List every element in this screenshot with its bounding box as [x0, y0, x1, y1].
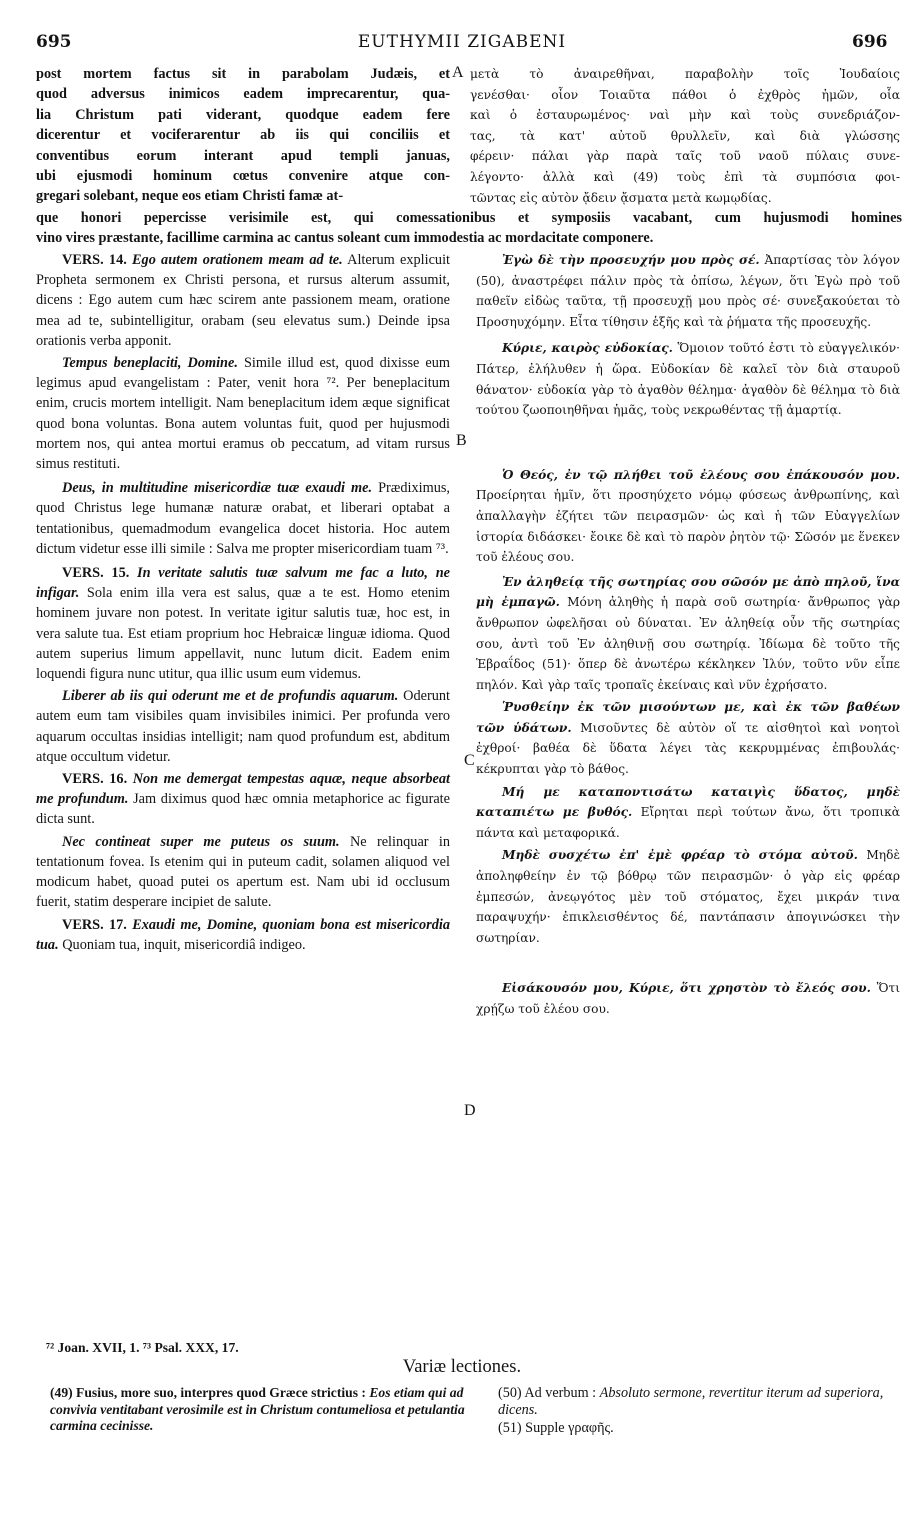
variant-49-lead: (49) Fusius, more suo, interpres quod Græce strictius :: [50, 1385, 366, 1400]
latin-column: [36, 250, 450, 955]
greek-paragraph: [476, 697, 900, 779]
latin-footnotes: ⁷² Joan. XVII, 1. ⁷³ Psal. XXX, 17.: [46, 1340, 239, 1355]
top-greek-line: φέρειν· πάλαι γὰρ παρὰ ταῖς τοῦ ναοῦ πύλαις συνε-: [470, 149, 900, 164]
greek-paragraph: [476, 250, 900, 332]
variant-50-text: Absoluto sermone, revertitur iterum ad superiora, dicens.: [498, 1385, 884, 1419]
commentary-text: Simile illud est, quod dixisse eum legimus apud evangelistam : Pater, venit hora ⁷². Per beneplacitum enim, crucis mortem intelligit. Nam beneplacitum idem æque significat quod bona voluntas. Bona autem voluntas fuit, quod per hujusmodi mortem nos, qui antea mortui eramus ob peccatum, ad vitam rursus simus restituti.: [36, 355, 450, 473]
latin-paragraph: [36, 563, 450, 684]
greek-column: [476, 250, 900, 1020]
lemma: Exaudi me, Domine, quoniam bona est misericordia tua.: [36, 916, 450, 953]
variant-notes-right: [498, 1385, 900, 1437]
top-greek-line: λέγοντο· ἀλλὰ καὶ (49) τοὺς ἐπὶ τὰ συμπόσια φοι-: [470, 169, 900, 184]
commentary-text: Μόνη ἀληθὴς ἡ παρὰ σοῦ σωτηρία· ἄνθρωπος γὰρ ἄνθρωπον ὠφελῆσαι οὐ δύναται. Ἐν ἀληθείᾳ οὖν τῆς σωτηρίας σου, ἀντὶ τοῦ Ἐν ἀληθινῇ σου σωτηρίᾳ. Ἰδίωμα δὲ τοῦτο τῆς Ἑβραΐδος (51)· ὅπερ δὲ ἀνωτέρω κέκληκεν Ἰλύν, τοῦτο νῦν εἶπε πηλόν. Καὶ γὰρ ταῖς τροπαῖς ἐκείναις καὶ νῦν ἐχρήσατο.: [476, 595, 900, 692]
variant-51: (51) Supple γραφῆς.: [498, 1419, 614, 1436]
top-greek-line: γενέσθαι· οἷον Τοιαῦτα πάθοι ὁ ἐχθρὸς ἡμῶν, οἷα: [470, 87, 900, 102]
greek-paragraph: [476, 572, 900, 696]
commentary-text: Εἴρηται περὶ τούτων ἄνω, ὅτι τροπικὰ πάντα καὶ μεταφορικά.: [476, 805, 900, 840]
commentary-text: Alterum explicuit Propheta sermonem ex Christi persona, et rursus alterum assumit, dicens : Ego autem cum hæc scirem ante passionem meam, oratione mea ad te, subintelligitur, orabam (seu elevatus sum.) Deinde ipsa orationis verba apponit.: [36, 252, 451, 349]
lemma: Μή με καταποντισάτω καταιγὶς ὕδατος, μηδὲ καταπιέτω με βυθός.: [476, 784, 900, 820]
running-title: EUTHYMII ZIGABENI: [357, 32, 567, 52]
lemma: Ἐν ἀληθείᾳ τῆς σωτηρίας σου σῶσόν με ἀπὸ πηλοῦ, ἵνα μὴ ἐμπαγῶ.: [476, 574, 900, 610]
lemma: Deus, in multitudine misericordiæ tuæ exaudi me.: [62, 480, 373, 497]
top-greek-line: καὶ ὁ ἐσταυρωμένος· ναὶ μὴν καὶ τοὺς συνεδριάζον-: [470, 108, 900, 123]
commentary-text: Προείρηται ἡμῖν, ὅτι προσηύχετο νόμῳ φύσεως ἀνθρωπίνης, καὶ ἀπαλλαγὴν ἐζήτει τῶν πειρασμῶν· ὡς καὶ ἡ τῶν Εὐαγγελίων ἱστορία διδάσκει· ἔοικε δὲ καὶ τὸ παρὸν ῥητὸν τῷ· Σῶσόν με ἕνεκεν τοῦ ἐλέους σου.: [476, 488, 900, 565]
variant-50-lead: (50) Ad verbum :: [498, 1385, 597, 1401]
latin-paragraph: [36, 250, 450, 351]
top-latin-line: gregari solebant, neque eos etiam Christi famæ at-: [36, 188, 344, 205]
margin-marker-d: D: [464, 1102, 476, 1119]
greek-paragraph: [476, 465, 900, 568]
latin-paragraph: [36, 769, 450, 830]
verse-number: VERS. 15.: [62, 565, 130, 582]
lemma: Εἰσάκουσόν μου, Κύριε, ὅτι χρηστὸν τὸ ἔλεός σου.: [502, 981, 871, 996]
top-latin-line: quod adversus inimicos eadem imprecarentur, qua-: [36, 86, 450, 103]
lemma: Ὁ Θεός, ἐν τῷ πλήθει τοῦ ἐλέους σου ἐπάκουσόν μου.: [502, 467, 900, 482]
full-width-latin: [36, 208, 902, 249]
commentary-text: Sola enim illa vera est salus, quæ a te est. Homo etenim hominem juvare non potest. In veritate igitur salutis tuæ, hoc est, in vera salute tua. Est etiam proprium hoc Hebraicæ linguæ idioma. Quod autem superius limum appellavit, nunc lutum dicit. Eadem enim loquendi figura nunc utitur, qua illic usum eum videmus.: [36, 585, 450, 683]
latin-paragraph: [36, 353, 450, 474]
top-latin-block: [36, 64, 450, 207]
verse-number: VERS. 16.: [62, 771, 128, 788]
margin-marker-c: C: [464, 752, 475, 769]
full-width-line: vino vires præstante, facillime carmina ac cantus soleant cum immodestia ac mordacitate componere.: [36, 230, 654, 247]
latin-paragraph: [36, 686, 450, 767]
verse-number: VERS. 17.: [62, 916, 127, 933]
lemma: Ἐγὼ δὲ τὴν προσευχήν μου πρὸς σέ.: [502, 253, 760, 267]
top-greek-block: [470, 64, 900, 208]
commentary-text: Jam diximus quod hæc omnia metaphorice ac figurate dicta sunt.: [36, 791, 451, 828]
commentary-text: Prædiximus, quod Christus lege humanæ naturæ orabat, et liberari optabat a tentationibus, quemadmodum evangelica docet historia. Hoc autem dictum videtur esse illi simile : Salva me propter misericordiam tuam ⁷³.: [36, 480, 450, 557]
lemma: Tempus beneplaciti, Domine.: [62, 355, 238, 372]
commentary-text: Μηδὲ ἀποληφθείην ἐν τῷ βόθρῳ τῶν πειρασμῶν· ὁ γὰρ εἰς φρέαρ ἐμπεσών, ἀνεῳγότος μὲν τοῦ στόματος, ἔχει μικράν τινα παραψυχήν· ἐπικλεισθέντος δέ, παντάπασιν ἀπογινώσκει τὴν σωτηρίαν.: [476, 848, 900, 945]
lemma: Liberer ab iis qui oderunt me et de profundis aquarum.: [62, 688, 399, 705]
top-latin-line: dicerentur et vociferarentur ab iis qui conciliis et: [36, 127, 450, 144]
greek-paragraph: [476, 978, 900, 1019]
commentary-text: Ὅτι χρῄζω τοῦ ἐλέου σου.: [476, 981, 900, 1016]
top-latin-line: post mortem factus sit in parabolam Judæis, et: [36, 66, 450, 82]
top-latin-line: lia Christum pati viderant, quodque eadem fere: [36, 106, 450, 123]
lemma: Non me demergat tempestas aquæ, neque absorbeat me profundum.: [36, 771, 450, 808]
variant-note-49: [50, 1385, 465, 1435]
commentary-text: Ὅμοιον τοῦτό ἐστι τὸ εὐαγγελικόν· Πάτερ, ἐλήλυθεν ἡ ὥρα. Εὐδοκίαν δὲ καλεῖ τὸν διὰ σταυροῦ θάνατον· εὐδοκία γὰρ τὸ ἀγαθὸν θέλημα· ἀγαθὸν δὲ θέλημα τὸ διὰ τούτου ζωοποιηθῆναι ἡμᾶς, τοὺς νεκρωθέντας τῇ ἁμαρτίᾳ.: [476, 341, 900, 418]
variant-49-text: Eos etiam qui ad convivia ventitabant verosimile est in Christum contumeliosa et petulantia carmina cecinisse.: [50, 1385, 465, 1434]
latin-paragraph: [36, 915, 450, 955]
top-latin-line: ubi ejusmodi hominum cœtus convenire atque con-: [36, 168, 450, 185]
lemma: Μηδὲ συσχέτω ἐπ' ἐμὲ φρέαρ τὸ στόμα αὐτοῦ.: [502, 848, 858, 863]
full-width-line: que honori pepercisse verisimile est, qui comessationibus et symposiis vacabant, cum hujusmodi homines: [36, 210, 902, 226]
margin-marker-b: B: [456, 432, 467, 449]
verse-number: VERS. 14.: [62, 252, 127, 268]
top-greek-line: μετὰ τὸ ἀναιρεθῆναι, παραβολὴν τοῖς Ἰουδαίοις: [470, 67, 900, 81]
greek-paragraph: [476, 782, 900, 844]
margin-marker-a: A: [452, 64, 464, 81]
lemma: In veritate salutis tuæ salvum me fac a luto, ne infigar.: [36, 565, 451, 602]
top-greek-line: τας, τὰ κατ' αὐτοῦ θρυλλεῖν, καὶ διὰ γλώσσης: [470, 128, 900, 143]
lemma: Ego autem orationem meam ad te.: [132, 252, 343, 268]
top-greek-line: τῶντας εἰς αὐτὸν ᾄδειν ᾄσματα μετὰ κωμῳδίας.: [470, 190, 772, 205]
commentary-text: Oderunt autem eum tam visibiles quam invisibiles inimici. Per profunda vero aquarum occultas insidias intelligit; nam quod profundum est, abditum atque occultum videtur.: [36, 688, 450, 765]
commentary-text: Quoniam tua, inquit, misericordiâ indigeo.: [58, 936, 306, 953]
lemma: Ῥυσθείην ἐκ τῶν μισούντων με, καὶ ἐκ τῶν βαθέων τῶν ὑδάτων.: [476, 700, 900, 735]
latin-paragraph: [36, 832, 450, 913]
latin-paragraph: [36, 478, 450, 559]
lemma: Nec contineat super me puteus os suum.: [62, 833, 340, 850]
page-number-right: 696: [852, 32, 888, 52]
greek-paragraph: [476, 845, 900, 948]
top-latin-line: conventibus eorum interant apud templi januas,: [36, 147, 450, 164]
commentary-text: Μισοῦντες δὲ αὐτὸν οἵ τε αἰσθητοὶ καὶ νοητοὶ ἐχθροί· βαθέα δὲ ὕδατα λέγει τὰς κεκρυμμένας ἐπιβουλάς· κέκρυπται γὰρ τὸ βάθος.: [476, 720, 900, 777]
greek-paragraph: [476, 338, 900, 420]
lemma: Κύριε, καιρὸς εὐδοκίας.: [502, 341, 673, 356]
commentary-text: Ἀπαρτίσας τὸν λόγον (50), ἀναστρέφει πάλιν πρὸς τὰ ὀπίσω, λέγων, ὅτι Ἐγὼ πρὸ τοῦ παθεῖν εἰδὼς ταῦτα, τῇ προσευχῇ μου πρὸς σέ· συνεξακούεται τὸ Προσηυχόμην. Εἶτα τίθησιν ἑξῆς καὶ τὰ ῥήματα τῆς προσευχῆς.: [476, 253, 900, 329]
commentary-text: Ne relinquar in tentationum fovea. Is etenim qui in puteum cadit, solamen aliquod vel modicum habet, quoad putei os apertum est. Nam ubi id occlusum fuerit, statim desperare incipiet de salute.: [36, 833, 450, 911]
page-number-left: 695: [36, 32, 72, 52]
variae-lectiones-title: Variæ lectiones.: [402, 1357, 522, 1377]
